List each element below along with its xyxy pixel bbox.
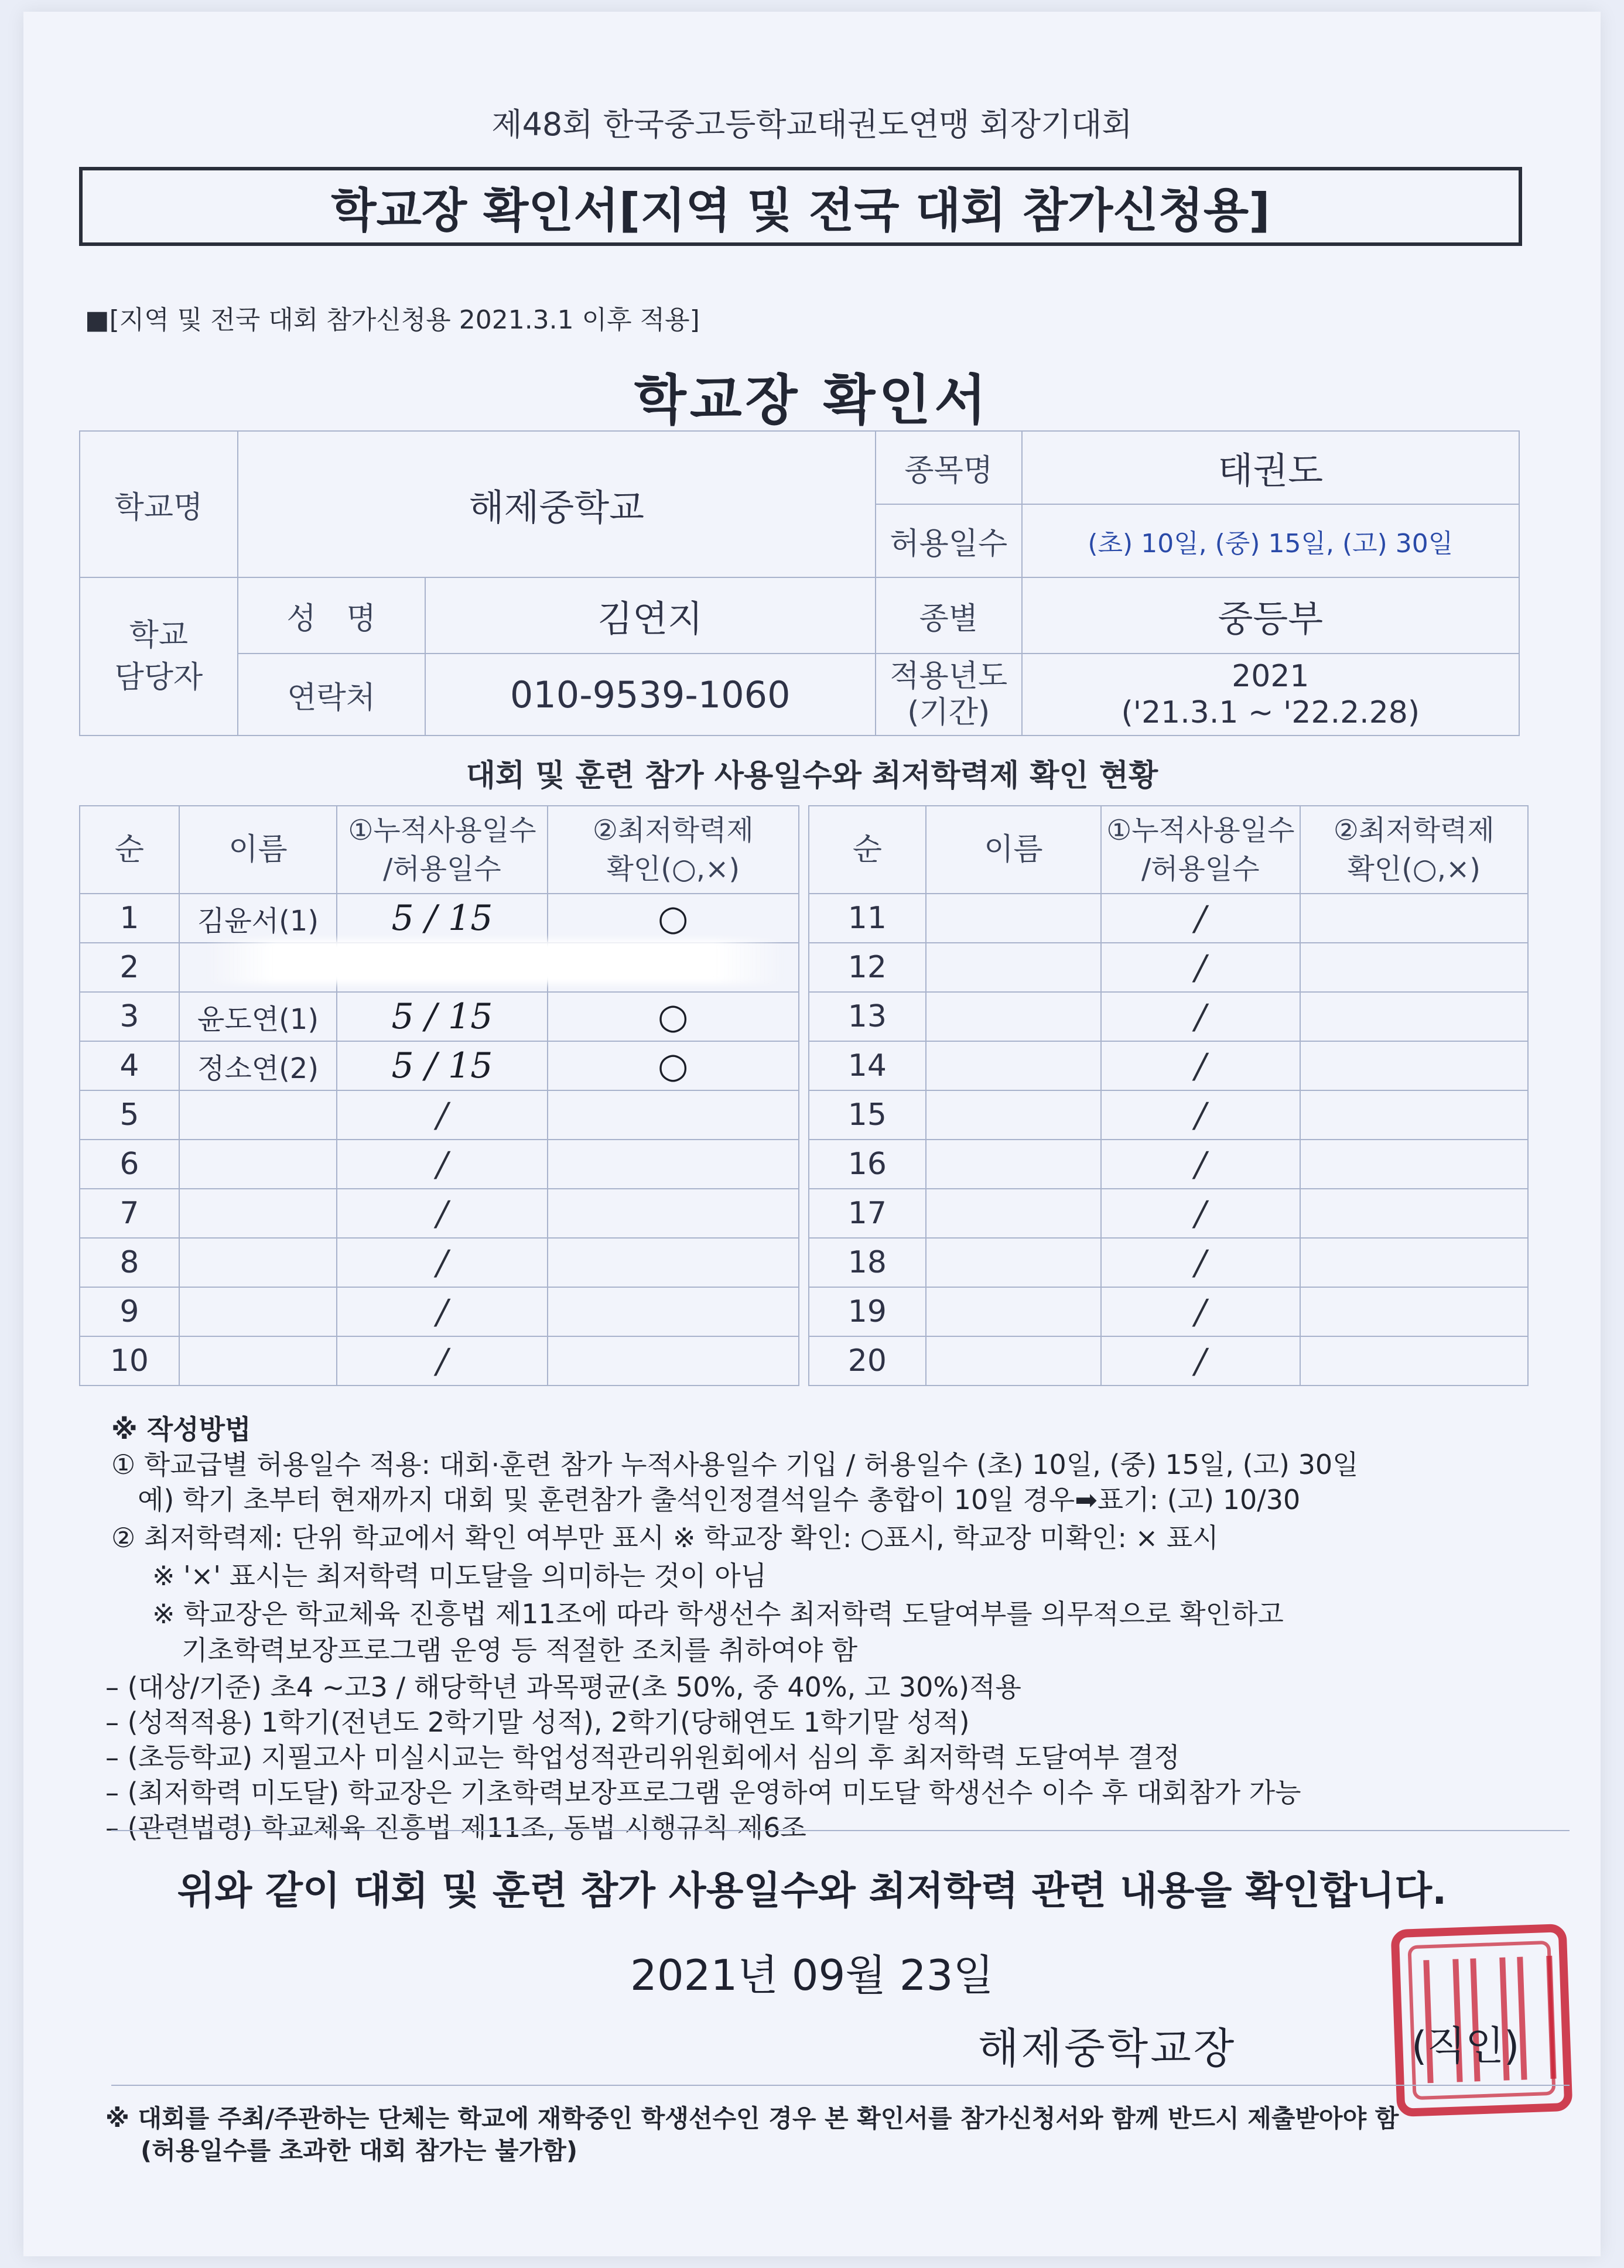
- days-used: /: [1101, 992, 1300, 1041]
- days-used: /: [1101, 1090, 1300, 1140]
- student-name: [926, 1041, 1101, 1090]
- days-used: 5 / 15: [337, 992, 547, 1041]
- contact-value: 010-9539-1060: [425, 654, 876, 736]
- instruction-line: ※ '×' 표시는 최저학력 미도달을 의미하는 것이 아님: [152, 1560, 767, 1592]
- row-number: 8: [80, 1238, 179, 1287]
- row-number: 20: [809, 1336, 926, 1386]
- student-name: [926, 1090, 1101, 1140]
- row-number: 10: [80, 1336, 179, 1386]
- student-name: [926, 1238, 1101, 1287]
- col-min-header: ②최저학력제 확인(○,×): [548, 806, 799, 894]
- days-used: /: [337, 1336, 547, 1386]
- col-no-header: 순: [80, 806, 179, 894]
- days-used: /: [337, 1140, 547, 1189]
- row-number: 12: [809, 943, 926, 992]
- days-used: /: [1101, 1140, 1300, 1189]
- school-name-label: 학교명: [80, 431, 238, 577]
- min-academic-check: ○: [548, 894, 799, 943]
- days-used: /: [1101, 943, 1300, 992]
- table-row: [809, 1041, 1528, 1090]
- row-number: 17: [809, 1189, 926, 1238]
- manager-name-label: 성 명: [238, 577, 425, 654]
- row-number: 18: [809, 1238, 926, 1287]
- table-row: [80, 1090, 799, 1140]
- student-name: [926, 992, 1101, 1041]
- table-row: [80, 1041, 799, 1090]
- table-row: [80, 1336, 799, 1386]
- instruction-line: – (최저학력 미도달) 학교장은 기초학력보장프로그램 운영하여 미도달 학생선수 이수 후 대회참가 가능: [105, 1777, 1301, 1808]
- table-row: [809, 992, 1528, 1041]
- instruction-line: – (관련법령) 학교체육 진흥법 제11조, 동법 시행규칙 제6조: [105, 1812, 806, 1843]
- row-number: 2: [80, 943, 179, 992]
- instruction-line: – (대상/기준) 초4 ~고3 / 해당학년 과목평균(초 50%, 중 40%, 고 30%)적용: [105, 1671, 1021, 1703]
- redaction-blur: [205, 940, 785, 984]
- instruction-line: ※ 학교장은 학교체육 진흥법 제11조에 따라 학생선수 최저학력 도달여부를 의무적으로 확인하고: [152, 1598, 1284, 1630]
- min-academic-check: [1300, 1189, 1528, 1238]
- instruction-line: – (초등학교) 지필고사 미실시교는 학업성적관리위원회에서 심의 후 최저학력 도달여부 결정: [105, 1742, 1180, 1773]
- row-number: 11: [809, 894, 926, 943]
- min-academic-check: ○: [548, 992, 799, 1041]
- min-academic-check: [1300, 992, 1528, 1041]
- col-name-header: 이름: [926, 806, 1101, 894]
- roster-table-left: [79, 805, 799, 1386]
- category-value: 중등부: [1022, 577, 1519, 654]
- min-academic-check: [1300, 1287, 1528, 1336]
- min-academic-check: [1300, 1140, 1528, 1189]
- year-label: 적용년도 (기간): [876, 654, 1022, 736]
- table-row: [809, 1336, 1528, 1386]
- year-cell: [1022, 654, 1519, 736]
- days-used: /: [337, 1090, 547, 1140]
- student-name: 김윤서(1): [179, 894, 337, 943]
- instructions-heading: ※ 작성방법: [111, 1414, 251, 1445]
- student-name: [926, 1287, 1101, 1336]
- table-row: [80, 1140, 799, 1189]
- table-row: [809, 943, 1528, 992]
- col-min-header: ②최저학력제 확인(○,×): [1300, 806, 1528, 894]
- manager-label: 학교 담당자: [80, 577, 238, 736]
- table-row: [809, 1140, 1528, 1189]
- row-number: 1: [80, 894, 179, 943]
- min-academic-check: [1300, 1041, 1528, 1090]
- student-name: [179, 1090, 337, 1140]
- roster-title: 대회 및 훈련 참가 사용일수와 최저학력제 확인 현황: [466, 758, 1158, 793]
- days-used: /: [337, 1238, 547, 1287]
- footer-note: ※ 대회를 주최/주관하는 단체는 학교에 재학중인 학생선수인 경우 본 확인서를 참가신청서와 함께 반드시 제출받아야 함: [105, 2104, 1399, 2133]
- sport-label: 종목명: [876, 431, 1022, 504]
- document-sheet: [23, 12, 1601, 2256]
- student-name: [926, 943, 1101, 992]
- min-academic-check: [548, 1238, 799, 1287]
- student-name: [179, 1336, 337, 1386]
- row-number: 9: [80, 1287, 179, 1336]
- days-used: /: [1101, 1041, 1300, 1090]
- student-name: [179, 1189, 337, 1238]
- contact-label: 연락처: [238, 654, 425, 736]
- min-academic-check: [548, 1336, 799, 1386]
- table-row: [80, 1189, 799, 1238]
- period-value: ('21.3.1 ~ '22.2.28): [1121, 695, 1420, 730]
- row-number: 7: [80, 1189, 179, 1238]
- seal-label: (직인): [1411, 2023, 1520, 2069]
- days-used: /: [1101, 1336, 1300, 1386]
- days-used: /: [1101, 1238, 1300, 1287]
- table-row: [80, 1287, 799, 1336]
- days-used: /: [1101, 1287, 1300, 1336]
- student-name: [926, 1189, 1101, 1238]
- table-row: [80, 1238, 799, 1287]
- min-academic-check: [548, 1140, 799, 1189]
- event-title: 제48회 한국중고등학교태권도연맹 회장기대회: [491, 106, 1133, 143]
- sport-value: 태권도: [1022, 431, 1519, 504]
- category-label: 종별: [876, 577, 1022, 654]
- min-academic-check: [1300, 1336, 1528, 1386]
- table-row: [809, 1090, 1528, 1140]
- student-name: [179, 1287, 337, 1336]
- days-used: /: [1101, 1189, 1300, 1238]
- year-value: 2021: [1232, 659, 1310, 694]
- issue-date: 2021년 09월 23일: [630, 1951, 994, 2000]
- student-name: 윤도연(1): [179, 992, 337, 1041]
- student-name: [179, 1238, 337, 1287]
- row-number: 14: [809, 1041, 926, 1090]
- roster-table-right: [808, 805, 1529, 1386]
- days-used: /: [337, 1287, 547, 1336]
- table-row: [80, 894, 799, 943]
- table-row: [809, 894, 1528, 943]
- footer-note-sub: (허용일수를 초과한 대회 참가는 불가함): [141, 2136, 578, 2165]
- school-name-value: 해제중학교: [238, 431, 876, 577]
- table-row: [80, 992, 799, 1041]
- min-academic-check: [548, 1090, 799, 1140]
- instruction-line: ② 최저학력제: 단위 학교에서 확인 여부만 표시 ※ 학교장 확인: ○표시, 학교장 미확인: × 표시: [111, 1522, 1219, 1554]
- col-name-header: 이름: [179, 806, 337, 894]
- min-academic-check: [1300, 1090, 1528, 1140]
- allowed-days-value: (초) 10일, (중) 15일, (고) 30일: [1022, 504, 1519, 577]
- instruction-line: ① 학교급별 허용일수 적용: 대회·훈련 참가 누적사용일수 기입 / 허용일수 (초) 10일, (중) 15일, (고) 30일: [111, 1449, 1359, 1480]
- col-days-header: ①누적사용일수 /허용일수: [337, 806, 547, 894]
- table-row: [809, 1238, 1528, 1287]
- principal-name: 해제중학교장: [978, 2024, 1237, 2073]
- min-academic-check: [548, 1189, 799, 1238]
- divider: [111, 2085, 1570, 2086]
- row-number: 15: [809, 1090, 926, 1140]
- table-row: [809, 1287, 1528, 1336]
- table-row: [809, 1189, 1528, 1238]
- row-number: 4: [80, 1041, 179, 1090]
- days-used: 5 / 15: [337, 1041, 547, 1090]
- row-number: 16: [809, 1140, 926, 1189]
- confirmation-statement: 위와 같이 대회 및 훈련 참가 사용일수와 최저학력 관련 내용을 확인합니다.: [177, 1868, 1447, 1913]
- divider: [111, 1830, 1570, 1831]
- main-title: 학교장 확인서: [634, 369, 990, 432]
- row-number: 13: [809, 992, 926, 1041]
- min-academic-check: [1300, 894, 1528, 943]
- min-academic-check: [548, 1287, 799, 1336]
- col-no-header: 순: [809, 806, 926, 894]
- instruction-line: – (성적적용) 1학기(전년도 2학기말 성적), 2학기(당해연도 1학기말 성적): [105, 1706, 970, 1738]
- row-number: 6: [80, 1140, 179, 1189]
- min-academic-check: [1300, 1238, 1528, 1287]
- document-box-title: 학교장 확인서[지역 및 전국 대회 참가신청용]: [79, 167, 1522, 246]
- manager-name-value: 김연지: [425, 577, 876, 654]
- col-days-header: ①누적사용일수 /허용일수: [1101, 806, 1300, 894]
- student-name: [179, 1140, 337, 1189]
- instruction-line: 예) 학기 초부터 현재까지 대회 및 훈련참가 출석인정결석일수 총합이 10일 경우➡표기: (고) 10/30: [138, 1484, 1301, 1516]
- min-academic-check: [1300, 943, 1528, 992]
- row-number: 19: [809, 1287, 926, 1336]
- student-name: [926, 1140, 1101, 1189]
- student-name: 정소연(2): [179, 1041, 337, 1090]
- row-number: 5: [80, 1090, 179, 1140]
- instruction-line: 기초학력보장프로그램 운영 등 적절한 조치를 취하여야 함: [182, 1634, 858, 1666]
- student-name: [926, 1336, 1101, 1386]
- student-name: [926, 894, 1101, 943]
- school-info-table: [79, 430, 1520, 736]
- row-number: 3: [80, 992, 179, 1041]
- days-used: /: [337, 1189, 547, 1238]
- days-used: 5 / 15: [337, 894, 547, 943]
- allowed-days-label: 허용일수: [876, 504, 1022, 577]
- application-notice: ■[지역 및 전국 대회 참가신청용 2021.3.1 이후 적용]: [85, 305, 700, 335]
- min-academic-check: ○: [548, 1041, 799, 1090]
- days-used: /: [1101, 894, 1300, 943]
